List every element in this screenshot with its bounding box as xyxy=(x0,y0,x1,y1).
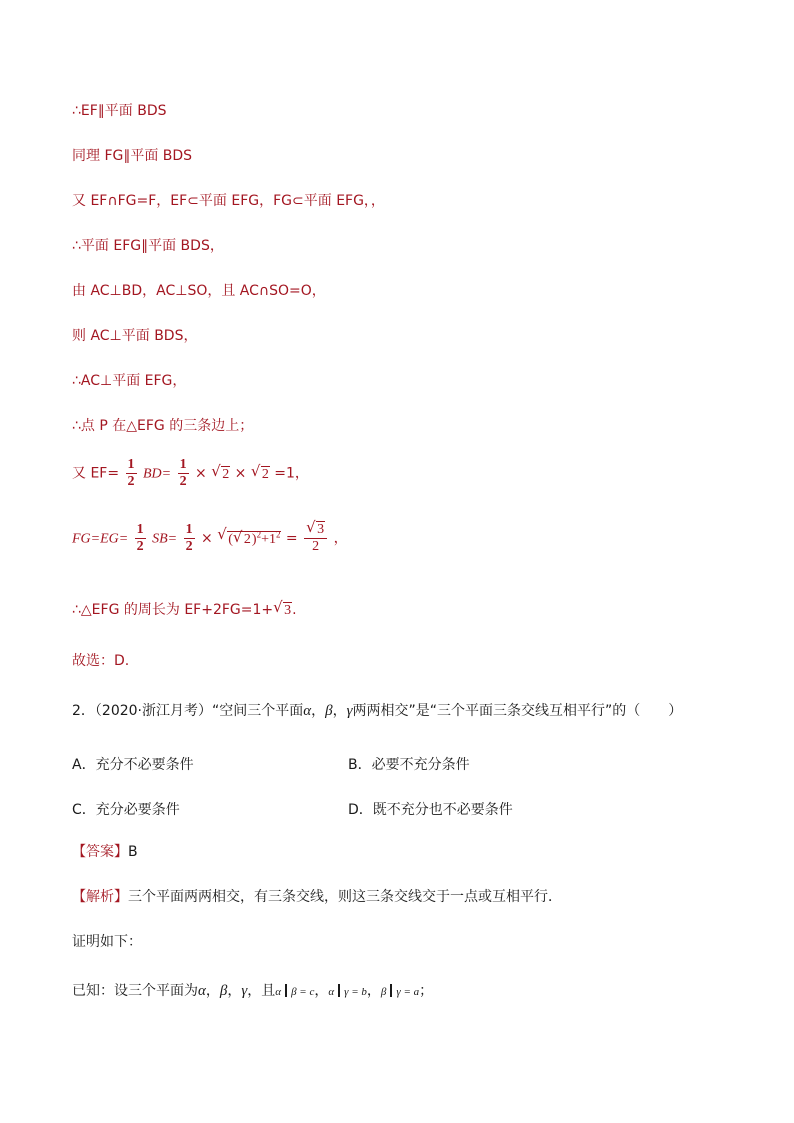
proof-line-1: ∴EF∥平面 BDS xyxy=(72,103,167,119)
intersection-symbol xyxy=(285,984,287,997)
proof-line-5: 由 AC⊥BD，AC⊥SO，且 AC∩SO=O， xyxy=(72,283,326,299)
sqrt-symbol: √ (√ $2)^2+1^2$ xyxy=(218,530,281,547)
proof-line-11: ∴△EFG 的周长为 EF+2FG=1+√ 3. xyxy=(72,603,297,618)
fraction-half: $\frac{1}{2}$ xyxy=(179,457,187,489)
fraction-sqrt3-over-2: √ $\frac{3}{2}$ xyxy=(304,523,327,554)
proof-line-2: 同理 FG∥平面 BDS xyxy=(72,148,193,164)
proof-conclusion: 故选：D. xyxy=(72,653,130,669)
proof-intro: 证明如下： xyxy=(72,934,142,950)
proof-line-9-formula: 又 EF= $\frac{1}{2}$ BD= $\frac{1}{2}$ × √ 2 × √ 2 =1， xyxy=(72,458,309,489)
intersection-symbol xyxy=(338,984,340,997)
fraction-half: $\frac{1}{2}$ xyxy=(185,522,193,554)
intersection-symbol xyxy=(390,984,392,997)
question-2-stem: 2．（2020·浙江月考）“空间三个平面α，β，γ两两相交”是“三个平面三条交线互相平行”的（ ） xyxy=(72,703,683,719)
answer-value: B xyxy=(128,844,138,860)
fraction-half: $\frac{1}{2}$ xyxy=(136,522,144,554)
proof-line-4: ∴平面 EFG∥平面 BDS， xyxy=(72,238,224,254)
proof-line-7: ∴AC⊥平面 EFG， xyxy=(72,373,187,389)
proof-line-8: ∴点 P 在△EFG 的三条边上； xyxy=(72,418,254,434)
option-b: B．必要不充分条件 xyxy=(348,757,470,773)
analysis-label: 【解析】 xyxy=(72,889,128,905)
option-c: C．充分必要条件 xyxy=(72,802,180,818)
answer-label: 【答案】 xyxy=(72,844,128,860)
proof-line-10-formula: FG=EG= $\frac{1}{2}$ SB= $\frac{1}{2}$ × √ (√ $2)^2+1^2$ = √ $\frac{3}{2}$ ， xyxy=(72,523,348,554)
analysis-line: 【解析】三个平面两两相交，有三条交线，则这三条交线交于一点或互相平行． xyxy=(72,889,562,905)
answer-line xyxy=(72,845,138,859)
option-a: A．充分不必要条件 xyxy=(72,757,194,773)
given-statement: 已知：设三个平面为α，β，γ，且α β = c，α γ = b，β γ = a； xyxy=(72,983,434,999)
proof-line-6: 则 AC⊥平面 BDS， xyxy=(72,328,198,344)
sqrt-symbol: √ 2 xyxy=(252,467,270,482)
proof-line-3: 又 EF∩FG=F，EF⊂平面 EFG，FG⊂平面 EFG，， xyxy=(72,193,385,209)
fraction-half: $\frac{1}{2}$ xyxy=(127,457,135,489)
sqrt-symbol: √ 2 xyxy=(212,467,230,482)
option-d: D．既不充分也不必要条件 xyxy=(348,802,513,818)
